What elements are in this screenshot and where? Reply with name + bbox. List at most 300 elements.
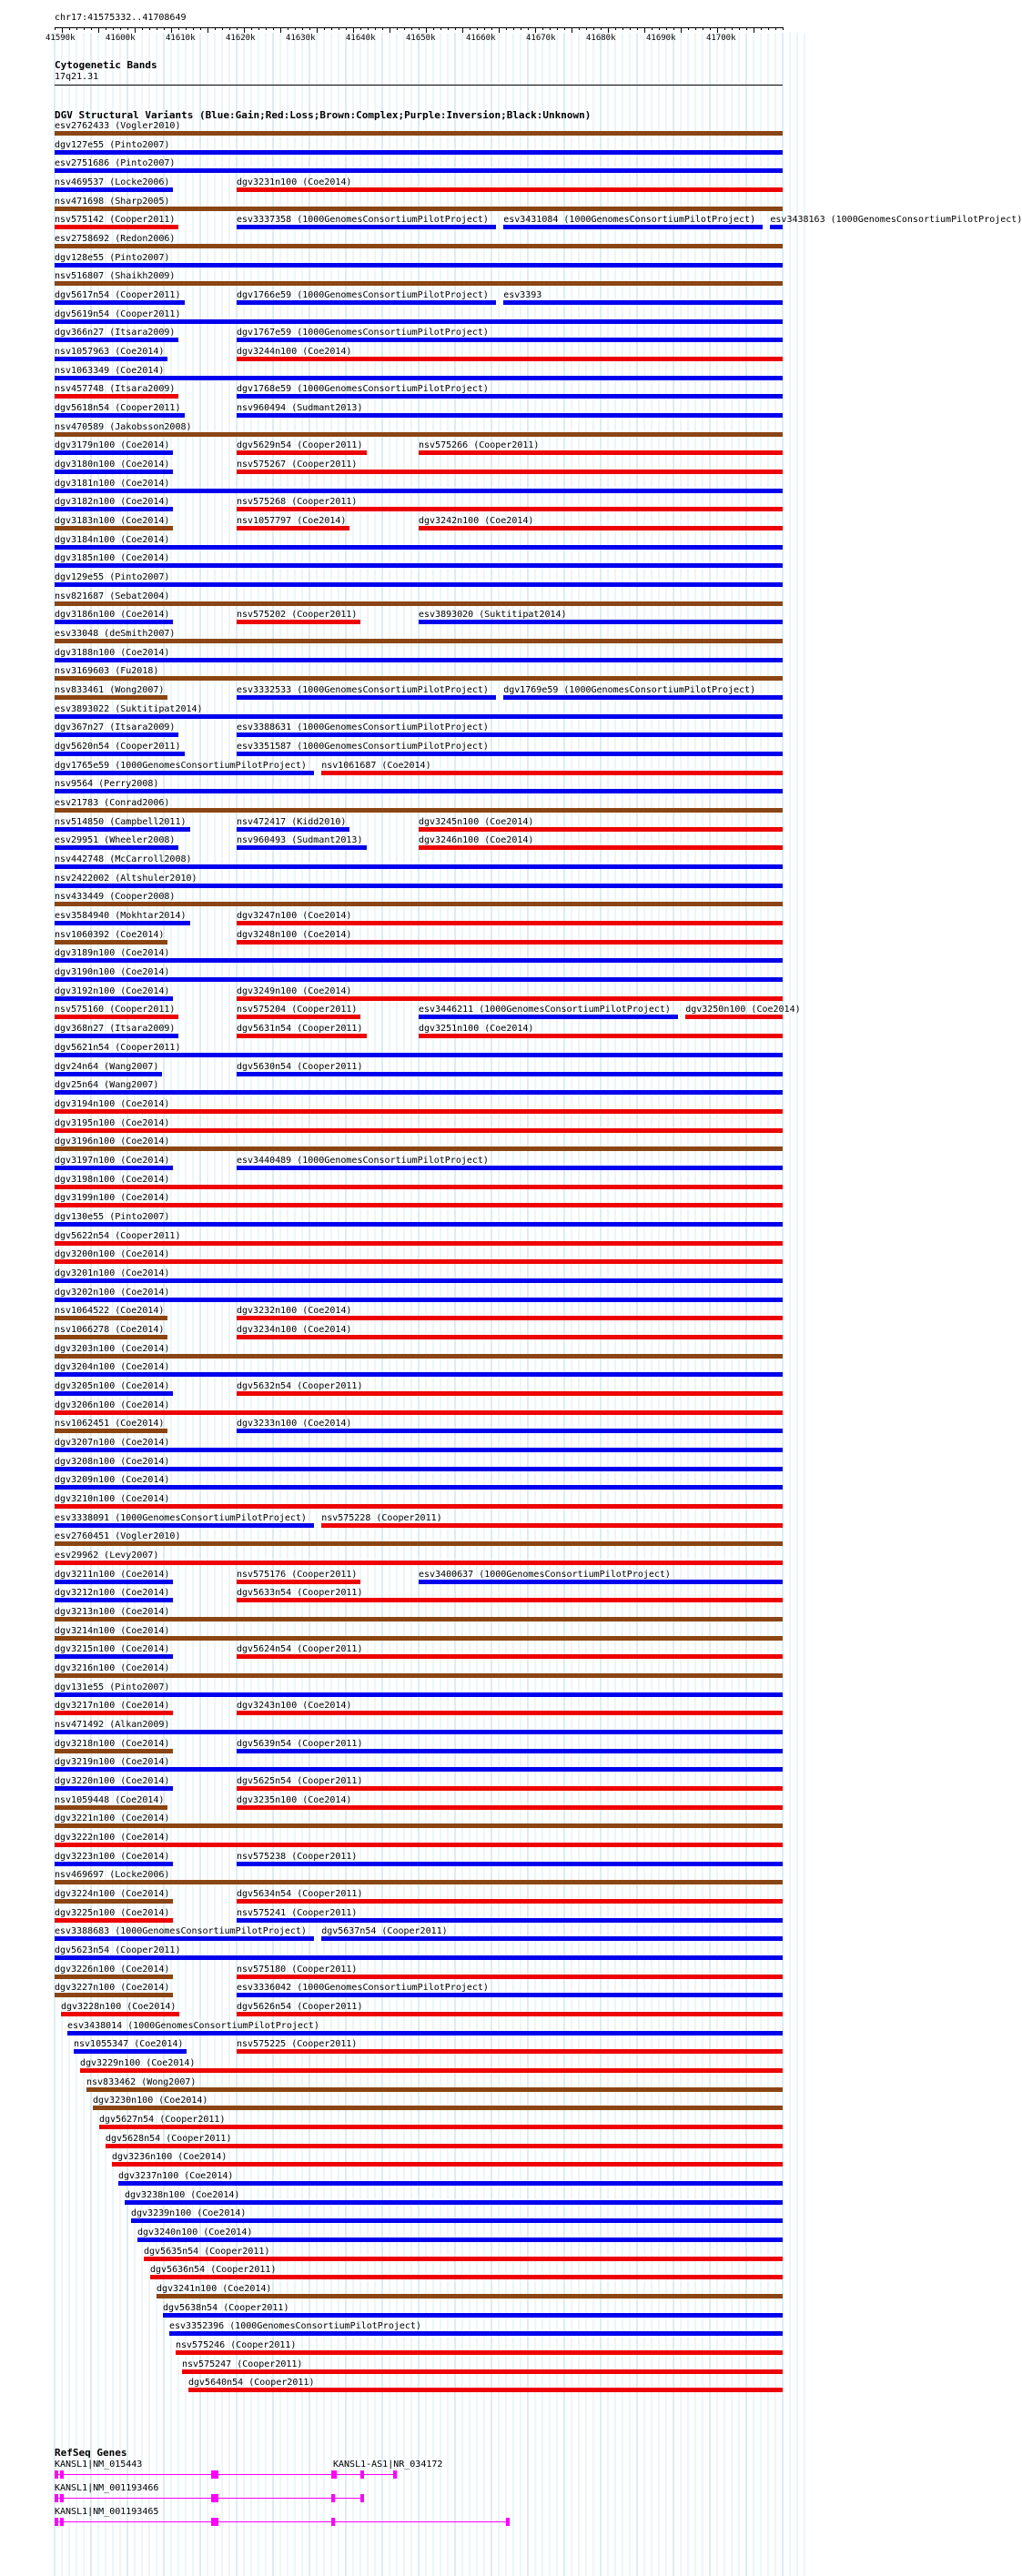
sv-bar[interactable] xyxy=(419,827,783,832)
sv-label[interactable]: dgv5628n54 (Cooper2011) xyxy=(106,2133,232,2144)
sv-bar[interactable] xyxy=(55,958,783,963)
sv-bar[interactable] xyxy=(55,1391,173,1396)
sv-label[interactable]: nsv469537 (Locke2006) xyxy=(55,177,170,187)
sv-bar[interactable] xyxy=(55,1880,783,1884)
sv-bar[interactable] xyxy=(55,921,190,925)
sv-bar[interactable] xyxy=(419,1034,783,1038)
sv-bar[interactable] xyxy=(55,1541,783,1546)
sv-label[interactable]: nsv960494 (Sudmant2013) xyxy=(237,403,363,414)
sv-label[interactable]: nsv1057963 (Coe2014) xyxy=(55,347,165,358)
sv-bar[interactable] xyxy=(176,2350,783,2355)
sv-label[interactable]: nsv575246 (Cooper2011) xyxy=(176,2340,297,2351)
sv-label[interactable]: dgv5639n54 (Cooper2011) xyxy=(237,1738,363,1749)
sv-label[interactable]: dgv3229n100 (Coe2014) xyxy=(80,2058,196,2068)
sv-bar[interactable] xyxy=(237,338,783,342)
sv-label[interactable]: nsv1064522 (Coe2014) xyxy=(55,1306,165,1317)
sv-label[interactable]: dgv1765e59 (1000GenomesConsortiumPilotProject) xyxy=(55,760,307,771)
sv-label[interactable]: dgv3251n100 (Coe2014) xyxy=(419,1024,534,1035)
sv-bar[interactable] xyxy=(321,771,783,775)
sv-label[interactable]: nsv575225 (Cooper2011) xyxy=(237,2039,358,2050)
sv-label[interactable]: dgv1767e59 (1000GenomesConsortiumPilotProject) xyxy=(237,328,489,338)
sv-label[interactable]: dgv3194n100 (Coe2014) xyxy=(55,1098,170,1109)
sv-label[interactable]: dgv3196n100 (Coe2014) xyxy=(55,1136,170,1147)
sv-label[interactable]: nsv471698 (Sharp2005) xyxy=(55,196,170,207)
sv-label[interactable]: dgv5636n54 (Cooper2011) xyxy=(150,2265,277,2276)
sv-label[interactable]: nsv1059448 (Coe2014) xyxy=(55,1794,165,1805)
sv-label[interactable]: dgv3210n100 (Coe2014) xyxy=(55,1493,170,1504)
sv-bar[interactable] xyxy=(99,2125,783,2129)
sv-label[interactable]: esv3400637 (1000GenomesConsortiumPilotProject) xyxy=(419,1569,671,1580)
sv-bar[interactable] xyxy=(237,1805,783,1810)
sv-bar[interactable] xyxy=(55,864,783,869)
sv-label[interactable]: dgv3179n100 (Coe2014) xyxy=(55,440,170,451)
sv-label[interactable]: nsv1055347 (Coe2014) xyxy=(74,2039,184,2050)
sv-label[interactable]: nsv1060392 (Coe2014) xyxy=(55,929,165,940)
sv-bar[interactable] xyxy=(67,2031,783,2036)
sv-label[interactable]: nsv575268 (Cooper2011) xyxy=(237,497,358,508)
sv-label[interactable]: dgv3232n100 (Coe2014) xyxy=(237,1306,352,1317)
sv-bar[interactable] xyxy=(55,1034,178,1038)
sv-label[interactable]: dgv3234n100 (Coe2014) xyxy=(237,1324,352,1335)
sv-label[interactable]: dgv3195n100 (Coe2014) xyxy=(55,1117,170,1128)
sv-label[interactable]: dgv3226n100 (Coe2014) xyxy=(55,1964,170,1975)
sv-bar[interactable] xyxy=(237,1654,783,1659)
sv-bar[interactable] xyxy=(237,620,360,624)
sv-label[interactable]: dgv5618n54 (Cooper2011) xyxy=(55,403,181,414)
sv-label[interactable]: nsv575142 (Cooper2011) xyxy=(55,215,176,226)
sv-bar[interactable] xyxy=(237,187,783,192)
sv-label[interactable]: nsv9564 (Perry2008) xyxy=(55,779,159,790)
sv-bar[interactable] xyxy=(55,244,783,248)
sv-bar[interactable] xyxy=(237,732,783,737)
sv-bar[interactable] xyxy=(118,2181,783,2186)
sv-bar[interactable] xyxy=(61,2012,179,2016)
sv-label[interactable]: esv3431084 (1000GenomesConsortiumPilotProject) xyxy=(503,215,756,226)
sv-bar[interactable] xyxy=(55,545,783,550)
sv-label[interactable]: esv2758692 (Redon2006) xyxy=(55,234,176,245)
sv-bar[interactable] xyxy=(55,1298,783,1302)
sv-bar[interactable] xyxy=(237,1899,783,1904)
sv-label[interactable]: nsv575247 (Cooper2011) xyxy=(182,2359,303,2369)
sv-label[interactable]: dgv3215n100 (Coe2014) xyxy=(55,1644,170,1655)
sv-label[interactable]: dgv3241n100 (Coe2014) xyxy=(157,2284,272,2295)
sv-bar[interactable] xyxy=(55,789,783,793)
sv-bar[interactable] xyxy=(237,450,367,455)
sv-bar[interactable] xyxy=(55,357,167,361)
sv-label[interactable]: nsv821687 (Sebat2004) xyxy=(55,591,170,601)
sv-label[interactable]: dgv3184n100 (Coe2014) xyxy=(55,534,170,545)
gene-label[interactable]: KANSL1|NM_001193465 xyxy=(55,2507,159,2517)
sv-label[interactable]: esv3388631 (1000GenomesConsortiumPilotProject) xyxy=(237,722,489,733)
sv-label[interactable]: dgv3209n100 (Coe2014) xyxy=(55,1475,170,1486)
sv-bar[interactable] xyxy=(55,225,178,229)
sv-bar[interactable] xyxy=(503,300,783,305)
sv-label[interactable]: dgv3225n100 (Coe2014) xyxy=(55,1907,170,1918)
sv-label[interactable]: esv3438014 (1000GenomesConsortiumPilotProject) xyxy=(67,2020,319,2031)
sv-label[interactable]: dgv3211n100 (Coe2014) xyxy=(55,1569,170,1580)
sv-bar[interactable] xyxy=(55,996,173,1001)
sv-bar[interactable] xyxy=(419,845,783,850)
sv-bar[interactable] xyxy=(237,996,783,1001)
sv-label[interactable]: nsv575228 (Cooper2011) xyxy=(321,1512,442,1523)
sv-label[interactable]: dgv3240n100 (Coe2014) xyxy=(137,2227,253,2238)
sv-bar[interactable] xyxy=(237,1862,783,1866)
sv-label[interactable]: nsv2422002 (Altshuler2010) xyxy=(55,873,197,884)
sv-label[interactable]: dgv3203n100 (Coe2014) xyxy=(55,1343,170,1354)
sv-bar[interactable] xyxy=(55,489,783,493)
sv-label[interactable]: dgv3185n100 (Coe2014) xyxy=(55,553,170,564)
sv-bar[interactable] xyxy=(237,845,367,850)
sv-label[interactable]: esv3893022 (Suktitipat2014) xyxy=(55,703,203,714)
sv-bar[interactable] xyxy=(55,1259,783,1264)
sv-bar[interactable] xyxy=(55,1109,783,1114)
sv-label[interactable]: dgv3244n100 (Coe2014) xyxy=(237,347,352,358)
sv-bar[interactable] xyxy=(55,1410,783,1415)
sv-label[interactable]: nsv1061687 (Coe2014) xyxy=(321,760,431,771)
sv-bar[interactable] xyxy=(237,921,783,925)
sv-label[interactable]: dgv3198n100 (Coe2014) xyxy=(55,1174,170,1185)
sv-bar[interactable] xyxy=(188,2388,783,2392)
sv-label[interactable]: esv3388683 (1000GenomesConsortiumPilotProject) xyxy=(55,1926,307,1937)
sv-label[interactable]: dgv3200n100 (Coe2014) xyxy=(55,1249,170,1260)
sv-bar[interactable] xyxy=(55,1316,167,1320)
sv-label[interactable]: nsv3169603 (Fu2018) xyxy=(55,666,159,677)
sv-bar[interactable] xyxy=(419,620,783,624)
sv-bar[interactable] xyxy=(55,695,167,700)
sv-bar[interactable] xyxy=(55,1147,783,1151)
sv-bar[interactable] xyxy=(55,507,173,511)
sv-label[interactable]: dgv3214n100 (Coe2014) xyxy=(55,1625,170,1636)
sv-label[interactable]: dgv3180n100 (Coe2014) xyxy=(55,460,170,470)
sv-bar[interactable] xyxy=(55,376,783,380)
sv-bar[interactable] xyxy=(55,1673,783,1678)
sv-label[interactable]: dgv3202n100 (Coe2014) xyxy=(55,1287,170,1298)
sv-label[interactable]: dgv3233n100 (Coe2014) xyxy=(237,1419,352,1429)
sv-bar[interactable] xyxy=(55,676,783,681)
sv-label[interactable]: nsv457748 (Itsara2009) xyxy=(55,384,176,395)
sv-bar[interactable] xyxy=(237,470,783,474)
sv-label[interactable]: dgv368n27 (Itsara2009) xyxy=(55,1024,176,1035)
sv-label[interactable]: nsv1066278 (Coe2014) xyxy=(55,1324,165,1335)
sv-bar[interactable] xyxy=(55,1072,162,1076)
sv-label[interactable]: dgv3182n100 (Coe2014) xyxy=(55,497,170,508)
sv-label[interactable]: dgv3245n100 (Coe2014) xyxy=(419,816,534,827)
sv-label[interactable]: nsv442748 (McCarroll2008) xyxy=(55,854,192,865)
sv-bar[interactable] xyxy=(55,845,178,850)
sv-label[interactable]: dgv3247n100 (Coe2014) xyxy=(237,911,352,922)
sv-bar[interactable] xyxy=(55,1936,314,1941)
sv-bar[interactable] xyxy=(55,1015,178,1019)
sv-label[interactable]: dgv5624n54 (Cooper2011) xyxy=(237,1644,363,1655)
sv-label[interactable]: dgv3243n100 (Coe2014) xyxy=(237,1701,352,1712)
sv-label[interactable]: dgv3237n100 (Coe2014) xyxy=(118,2171,234,2182)
sv-bar[interactable] xyxy=(55,563,783,568)
sv-bar[interactable] xyxy=(74,2049,187,2054)
sv-label[interactable]: dgv3181n100 (Coe2014) xyxy=(55,478,170,489)
sv-label[interactable]: dgv3216n100 (Coe2014) xyxy=(55,1662,170,1673)
sv-label[interactable]: dgv130e55 (Pinto2007) xyxy=(55,1211,170,1222)
sv-label[interactable]: dgv3186n100 (Coe2014) xyxy=(55,610,170,621)
sv-bar[interactable] xyxy=(55,413,185,418)
sv-bar[interactable] xyxy=(237,1316,783,1320)
sv-label[interactable]: dgv3219n100 (Coe2014) xyxy=(55,1757,170,1768)
sv-bar[interactable] xyxy=(237,357,783,361)
sv-label[interactable]: dgv5625n54 (Cooper2011) xyxy=(237,1775,363,1786)
sv-label[interactable]: nsv575266 (Cooper2011) xyxy=(419,440,540,451)
gene-label[interactable]: KANSL1-AS1|NR_034172 xyxy=(333,2460,443,2470)
sv-label[interactable]: esv3332533 (1000GenomesConsortiumPilotProject) xyxy=(237,685,489,696)
sv-label[interactable]: dgv5634n54 (Cooper2011) xyxy=(237,1888,363,1899)
sv-bar[interactable] xyxy=(80,2068,783,2073)
sv-bar[interactable] xyxy=(137,2238,783,2242)
sv-bar[interactable] xyxy=(55,658,783,662)
sv-label[interactable]: nsv575202 (Cooper2011) xyxy=(237,610,358,621)
sv-bar[interactable] xyxy=(237,1429,783,1433)
sv-label[interactable]: dgv3222n100 (Coe2014) xyxy=(55,1832,170,1843)
sv-bar[interactable] xyxy=(93,2106,783,2110)
sv-bar[interactable] xyxy=(106,2144,783,2148)
sv-bar[interactable] xyxy=(237,695,496,700)
sv-label[interactable]: dgv3238n100 (Coe2014) xyxy=(125,2189,240,2200)
sv-bar[interactable] xyxy=(237,1072,783,1076)
sv-label[interactable]: esv3438163 (1000GenomesConsortiumPilotProject) xyxy=(770,215,1022,226)
sv-label[interactable]: dgv5621n54 (Cooper2011) xyxy=(55,1042,181,1053)
sv-bar[interactable] xyxy=(55,1899,173,1904)
sv-label[interactable]: dgv3223n100 (Coe2014) xyxy=(55,1851,170,1862)
sv-label[interactable]: dgv3189n100 (Coe2014) xyxy=(55,948,170,959)
sv-label[interactable]: esv3352396 (1000GenomesConsortiumPilotProject) xyxy=(169,2321,421,2332)
sv-bar[interactable] xyxy=(55,714,783,719)
sv-bar[interactable] xyxy=(770,225,783,229)
sv-bar[interactable] xyxy=(55,1053,783,1057)
sv-bar[interactable] xyxy=(55,1843,783,1847)
sv-bar[interactable] xyxy=(55,884,783,888)
gene-label[interactable]: KANSL1|NM_015443 xyxy=(55,2460,143,2470)
sv-bar[interactable] xyxy=(55,470,173,474)
sv-label[interactable]: dgv3236n100 (Coe2014) xyxy=(112,2152,228,2163)
sv-bar[interactable] xyxy=(86,2087,783,2092)
sv-label[interactable]: esv29951 (Wheeler2008) xyxy=(55,835,176,846)
sv-bar[interactable] xyxy=(125,2200,783,2205)
sv-label[interactable]: dgv3228n100 (Coe2014) xyxy=(61,2002,177,2012)
sv-bar[interactable] xyxy=(55,902,783,906)
sv-label[interactable]: nsv575180 (Cooper2011) xyxy=(237,1964,358,1975)
sv-bar[interactable] xyxy=(237,300,496,305)
sv-label[interactable]: dgv128e55 (Pinto2007) xyxy=(55,252,170,263)
sv-bar[interactable] xyxy=(55,1918,173,1923)
sv-bar[interactable] xyxy=(55,827,190,832)
sv-bar[interactable] xyxy=(237,752,783,756)
sv-label[interactable]: dgv5617n54 (Cooper2011) xyxy=(55,290,181,301)
sv-label[interactable]: dgv3231n100 (Coe2014) xyxy=(237,177,352,187)
sv-bar[interactable] xyxy=(112,2162,783,2167)
sv-label[interactable]: nsv575267 (Cooper2011) xyxy=(237,460,358,470)
sv-bar[interactable] xyxy=(55,1203,783,1207)
sv-label[interactable]: nsv575204 (Cooper2011) xyxy=(237,1005,358,1015)
sv-bar[interactable] xyxy=(55,187,173,192)
sv-label[interactable]: dgv5622n54 (Cooper2011) xyxy=(55,1230,181,1241)
sv-bar[interactable] xyxy=(55,752,185,756)
sv-bar[interactable] xyxy=(55,1222,783,1227)
sv-bar[interactable] xyxy=(237,2049,783,2054)
sv-bar[interactable] xyxy=(321,1523,783,1528)
sv-label[interactable]: dgv25n64 (Wang2007) xyxy=(55,1080,159,1091)
sv-label[interactable]: dgv3250n100 (Coe2014) xyxy=(685,1005,801,1015)
sv-bar[interactable] xyxy=(55,771,314,775)
sv-label[interactable]: nsv470589 (Jakobsson2008) xyxy=(55,421,192,432)
sv-bar[interactable] xyxy=(237,1993,783,1997)
sv-bar[interactable] xyxy=(55,1636,783,1641)
sv-label[interactable]: dgv5620n54 (Cooper2011) xyxy=(55,742,181,753)
sv-label[interactable]: dgv3249n100 (Coe2014) xyxy=(237,985,352,996)
sv-bar[interactable] xyxy=(55,263,783,268)
sv-bar[interactable] xyxy=(321,1936,783,1941)
sv-label[interactable]: dgv3218n100 (Coe2014) xyxy=(55,1738,170,1749)
sv-label[interactable]: dgv3221n100 (Coe2014) xyxy=(55,1813,170,1824)
sv-label[interactable]: nsv833461 (Wong2007) xyxy=(55,685,165,696)
sv-label[interactable]: dgv3248n100 (Coe2014) xyxy=(237,929,352,940)
sv-label[interactable]: dgv3220n100 (Coe2014) xyxy=(55,1775,170,1786)
sv-bar[interactable] xyxy=(55,1993,173,1997)
sv-bar[interactable] xyxy=(55,168,783,173)
sv-bar[interactable] xyxy=(55,1749,173,1753)
sv-label[interactable]: dgv3205n100 (Coe2014) xyxy=(55,1380,170,1391)
sv-bar[interactable] xyxy=(237,1335,783,1339)
sv-label[interactable]: dgv5623n54 (Cooper2011) xyxy=(55,1945,181,1955)
sv-label[interactable]: nsv575238 (Cooper2011) xyxy=(237,1851,358,1862)
sv-label[interactable]: dgv5640n54 (Cooper2011) xyxy=(188,2378,315,2389)
sv-label[interactable]: nsv575176 (Cooper2011) xyxy=(237,1569,358,1580)
sv-bar[interactable] xyxy=(55,1580,173,1584)
sv-bar[interactable] xyxy=(419,450,783,455)
sv-label[interactable]: dgv3217n100 (Coe2014) xyxy=(55,1701,170,1712)
sv-label[interactable]: nsv516807 (Shaikh2009) xyxy=(55,271,176,282)
sv-bar[interactable] xyxy=(55,281,783,286)
sv-label[interactable]: dgv5637n54 (Cooper2011) xyxy=(321,1926,448,1937)
sv-label[interactable]: dgv3183n100 (Coe2014) xyxy=(55,516,170,527)
sv-bar[interactable] xyxy=(163,2313,783,2318)
sv-bar[interactable] xyxy=(237,526,349,530)
sv-label[interactable]: dgv3213n100 (Coe2014) xyxy=(55,1606,170,1617)
sv-label[interactable]: dgv3239n100 (Coe2014) xyxy=(131,2208,247,2219)
sv-bar[interactable] xyxy=(419,526,783,530)
sv-label[interactable]: esv3336042 (1000GenomesConsortiumPilotProject) xyxy=(237,1983,489,1994)
sv-label[interactable]: nsv469697 (Locke2006) xyxy=(55,1870,170,1881)
sv-bar[interactable] xyxy=(237,1034,367,1038)
sv-label[interactable]: dgv3227n100 (Coe2014) xyxy=(55,1983,170,1994)
sv-label[interactable]: esv3584940 (Mokhtar2014) xyxy=(55,911,187,922)
sv-label[interactable]: nsv472417 (Kidd2010) xyxy=(237,816,347,827)
sv-label[interactable]: dgv3204n100 (Coe2014) xyxy=(55,1362,170,1373)
sv-bar[interactable] xyxy=(55,450,173,455)
sv-bar[interactable] xyxy=(237,1749,783,1753)
sv-bar[interactable] xyxy=(55,1523,314,1528)
sv-label[interactable]: dgv3201n100 (Coe2014) xyxy=(55,1268,170,1278)
sv-label[interactable]: dgv3206n100 (Coe2014) xyxy=(55,1399,170,1410)
sv-label[interactable]: nsv1062451 (Coe2014) xyxy=(55,1419,165,1429)
gene-label[interactable]: KANSL1|NM_001193466 xyxy=(55,2483,159,2493)
sv-label[interactable]: dgv1769e59 (1000GenomesConsortiumPilotProject) xyxy=(503,685,756,696)
sv-label[interactable]: dgv5631n54 (Cooper2011) xyxy=(237,1024,363,1035)
sv-bar[interactable] xyxy=(55,432,783,437)
sv-label[interactable]: dgv1768e59 (1000GenomesConsortiumPilotProject) xyxy=(237,384,489,395)
sv-bar[interactable] xyxy=(55,808,783,813)
sv-label[interactable]: dgv3188n100 (Coe2014) xyxy=(55,647,170,658)
sv-bar[interactable] xyxy=(55,977,783,982)
sv-bar[interactable] xyxy=(55,1823,783,1828)
sv-bar[interactable] xyxy=(237,1391,783,1396)
sv-bar[interactable] xyxy=(55,1654,173,1659)
sv-bar[interactable] xyxy=(55,732,178,737)
sv-label[interactable]: dgv5629n54 (Cooper2011) xyxy=(237,440,363,451)
sv-bar[interactable] xyxy=(55,1335,167,1339)
sv-bar[interactable] xyxy=(55,1241,783,1246)
sv-bar[interactable] xyxy=(55,1504,783,1509)
sv-label[interactable]: dgv3192n100 (Coe2014) xyxy=(55,985,170,996)
sv-bar[interactable] xyxy=(55,1955,783,1960)
sv-label[interactable]: esv3337358 (1000GenomesConsortiumPilotProject) xyxy=(237,215,489,226)
sv-bar[interactable] xyxy=(55,1561,783,1565)
sv-label[interactable]: nsv575241 (Cooper2011) xyxy=(237,1907,358,1918)
sv-label[interactable]: esv2760451 (Vogler2010) xyxy=(55,1531,181,1542)
sv-bar[interactable] xyxy=(55,940,167,945)
sv-bar[interactable] xyxy=(55,1598,173,1602)
sv-bar[interactable] xyxy=(503,695,783,700)
sv-label[interactable]: esv29962 (Levy2007) xyxy=(55,1550,159,1561)
sv-bar[interactable] xyxy=(419,1580,783,1584)
sv-bar[interactable] xyxy=(131,2218,783,2223)
sv-bar[interactable] xyxy=(150,2275,783,2279)
sv-bar[interactable] xyxy=(55,1090,783,1095)
sv-bar[interactable] xyxy=(55,1429,167,1433)
sv-bar[interactable] xyxy=(237,1015,360,1019)
sv-bar[interactable] xyxy=(55,319,783,324)
sv-label[interactable]: esv33048 (deSmith2007) xyxy=(55,629,176,640)
sv-label[interactable]: esv3338091 (1000GenomesConsortiumPilotProject) xyxy=(55,1512,307,1523)
sv-bar[interactable] xyxy=(55,1617,783,1621)
sv-bar[interactable] xyxy=(237,940,783,945)
sv-bar[interactable] xyxy=(55,1805,167,1810)
sv-label[interactable]: dgv366n27 (Itsara2009) xyxy=(55,328,176,338)
sv-bar[interactable] xyxy=(237,1918,783,1923)
sv-bar[interactable] xyxy=(55,1185,783,1189)
sv-bar[interactable] xyxy=(55,1730,783,1734)
sv-label[interactable]: nsv1057797 (Coe2014) xyxy=(237,516,347,527)
sv-label[interactable]: dgv3235n100 (Coe2014) xyxy=(237,1794,352,1805)
sv-bar[interactable] xyxy=(237,394,783,399)
sv-label[interactable]: dgv5630n54 (Cooper2011) xyxy=(237,1061,363,1072)
sv-label[interactable]: esv21783 (Conrad2006) xyxy=(55,798,170,809)
sv-bar[interactable] xyxy=(237,413,783,418)
sv-bar[interactable] xyxy=(55,207,783,211)
sv-label[interactable]: esv3393 xyxy=(503,290,542,301)
sv-label[interactable]: dgv3212n100 (Coe2014) xyxy=(55,1588,170,1599)
sv-label[interactable]: dgv127e55 (Pinto2007) xyxy=(55,139,170,150)
sv-bar[interactable] xyxy=(237,507,783,511)
sv-bar[interactable] xyxy=(55,526,173,530)
sv-bar[interactable] xyxy=(55,601,783,606)
sv-bar[interactable] xyxy=(55,1767,783,1772)
sv-bar[interactable] xyxy=(55,639,783,643)
sv-label[interactable]: nsv575160 (Cooper2011) xyxy=(55,1005,176,1015)
sv-label[interactable]: esv2751686 (Pinto2007) xyxy=(55,158,176,169)
sv-label[interactable]: dgv3230n100 (Coe2014) xyxy=(93,2096,208,2106)
sv-bar[interactable] xyxy=(55,1692,783,1697)
sv-bar[interactable] xyxy=(55,582,783,587)
sv-bar[interactable] xyxy=(55,1448,783,1452)
sv-bar[interactable] xyxy=(237,1598,783,1602)
sv-label[interactable]: dgv3224n100 (Coe2014) xyxy=(55,1888,170,1899)
